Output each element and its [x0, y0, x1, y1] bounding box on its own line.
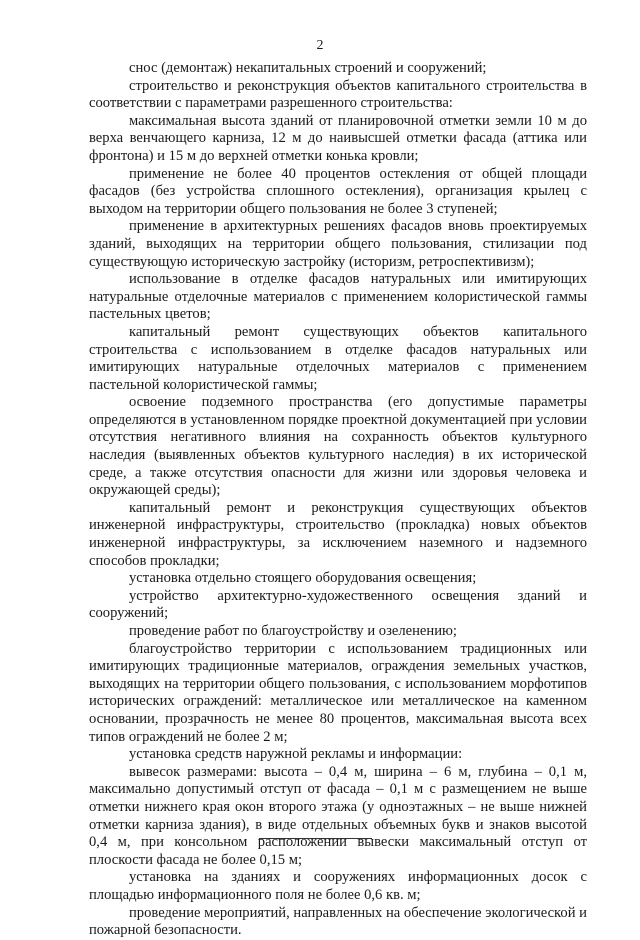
footer-divider: [259, 838, 372, 839]
paragraph-facade-materials: использование в отделке фасадов натуральных или имитирующих натуральные отделочные материалов с применением колористической гаммы пастельных цветов;: [89, 271, 587, 323]
paragraph-construction: строительство и реконструкция объектов капитального строительства в соответствии с параметрами разрешенного строительства:: [89, 77, 587, 112]
paragraph-lighting-equipment: установка отдельно стоящего оборудования освещения;: [129, 570, 477, 587]
paragraph-underground: освоение подземного пространства (его допустимые параметры определяются в установленном порядке проектной документацией при условии отсутствия негативного влияния на сохранность объектов культурного наследия (выявленных объектов культурного наследия) в их исторической среде, а также отсутствия опасности для жизни или здоровья человека и окружающей среды);: [89, 394, 587, 499]
paragraph-signboards: вывесок размерами: высота – 0,4 м, ширина – 6 м, глубина – 0,1 м, максимально допустимый отступ от фасада – 0,1 м с размещением не выше отметки нижнего края окон второго этажа (у одноэтажных – не выше нижней отметки карниза здания), в виде отдельных объемных букв и знаков высотой 0,4 м, при консольном расположении вывески максимальный отступ от плоскости фасада не более 0,15 м;: [89, 763, 587, 868]
paragraph-engineering-infrastructure: капитальный ремонт и реконструкция существующих объектов инженерной инфраструктуры, строительство (прокладка) новых объектов инженерной инфраструктуры, за исключением наземного и надземного способов прокладки;: [89, 499, 587, 569]
paragraph-landscaping: проведение работ по благоустройству и озеленению;: [129, 623, 457, 639]
page-number: 2: [316, 38, 324, 53]
paragraph-safety: проведение мероприятий, направленных на обеспечение экологической и пожарной безопасности.: [89, 904, 587, 939]
paragraph-glazing: применение не более 40 процентов остекления от общей площади фасадов (без устройства сплошного остекления), организация крылец с выходом на территории общего пользования не более 3 ступеней;: [89, 165, 587, 217]
paragraph-info-boards: установка на зданиях и сооружениях информационных досок с площадью информационного поля не более 0,6 кв. м;: [89, 869, 587, 903]
document-body: [89, 60, 587, 940]
paragraph-max-height: максимальная высота зданий от планировочной отметки земли 10 м до верха венчающего карниза, 12 м до наивысшей отметки фасада (аттика или фронтона) и 15 м до верхней отметки конька кровли;: [89, 112, 587, 164]
paragraph-demolition: снос (демонтаж) некапитальных строений и сооружений;: [129, 60, 487, 76]
paragraph-architectural-lighting: устройство архитектурно-художественного освещения зданий и сооружений;: [89, 587, 587, 622]
paragraph-stylization: применение в архитектурных решениях фасадов вновь проектируемых зданий, выходящих на территории общего пользования, стилизации под существующую историческую застройку (историзм, ретроспективизм);: [89, 218, 587, 270]
paragraph-fencing: благоустройство территории с использованием традиционных или имитирующих традиционные материалов, ограждения земельных участков, выходящих на территории общего пользования, с использованием морфотипов исторических ограждений: металлическое или металлическое на каменном основании, прозрачность не менее 80 процентов, максимальная высота всех типов ограждений не более 2 м;: [89, 640, 587, 745]
paragraph-capital-repair: капитальный ремонт существующих объектов капитального строительства с использованием в отделке фасадов натуральных или имитирующих натуральные отделочных материалов с применением пастельной колористической гаммы;: [89, 323, 587, 393]
paragraph-advertising: установка средств наружной рекламы и информации:: [129, 746, 463, 763]
